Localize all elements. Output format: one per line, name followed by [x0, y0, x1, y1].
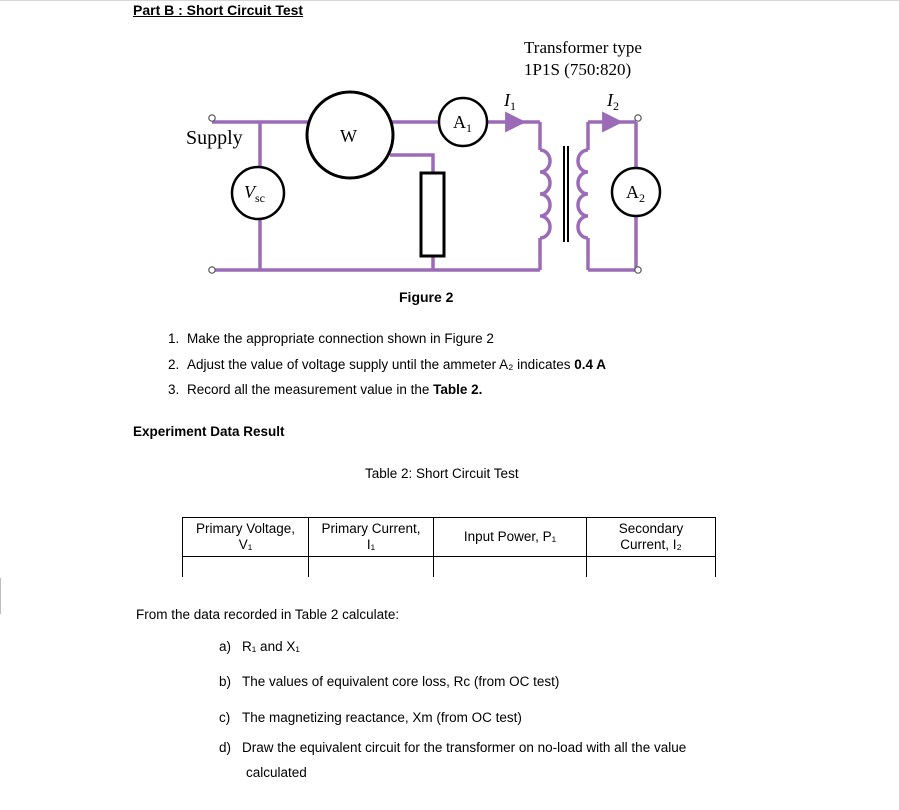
table-header-row	[183, 518, 716, 557]
procedure-steps	[133, 331, 606, 408]
voltmeter-label: $V_{sc}$	[244, 182, 265, 205]
left-margin-rule	[0, 578, 1, 614]
column-header: Secondary Current, I₂	[587, 518, 716, 557]
table-cell[interactable]	[434, 557, 587, 578]
supply-label: Supply	[186, 127, 243, 149]
experiment-heading: Experiment Data Result	[133, 424, 285, 439]
table-caption: Table 2: Short Circuit Test	[365, 466, 519, 481]
ammeter2-label: $A_2$	[626, 182, 645, 205]
column-header: Input Power, P₁	[434, 518, 587, 557]
ammeter1-label: $A_1$	[453, 112, 472, 135]
table-cell[interactable]	[587, 557, 716, 578]
circuit-figure	[0, 0, 899, 310]
section-title: Part B : Short Circuit Test	[133, 2, 304, 18]
calculation-continuation: calculated	[246, 765, 307, 780]
supply-terminal-bottom	[209, 267, 215, 273]
calculation-item: a) R₁ and X₁	[219, 639, 300, 654]
calculation-intro: From the data recorded in Table 2 calculate:	[136, 607, 400, 622]
table-cell[interactable]	[183, 557, 309, 578]
calculation-item: d) Draw the equivalent circuit for the transformer on no-load with all the value	[219, 740, 687, 755]
table-row	[183, 557, 716, 578]
calculation-item: b) The values of equivalent core loss, Rc (from OC test)	[219, 674, 560, 689]
table-cell[interactable]	[309, 557, 434, 578]
primary-winding	[540, 150, 550, 238]
secondary-terminal-bottom	[635, 267, 641, 273]
step-item: 2. Adjust the value of voltage supply until the ammeter A₂ indicates 0.4 A	[183, 357, 606, 383]
column-header: Primary Voltage, V₁	[183, 518, 309, 557]
column-header: Primary Current, I₁	[309, 518, 434, 557]
resistor-symbol	[421, 173, 444, 256]
data-table	[182, 517, 716, 577]
current1-label: $I_1$	[504, 90, 516, 113]
transformer-type-label: Transformer type	[524, 38, 642, 57]
step-item: 1. Make the appropriate connection shown in Figure 2	[183, 331, 606, 357]
wattmeter-label: W	[340, 126, 357, 146]
secondary-winding	[578, 150, 588, 238]
calculation-item: c) The magnetizing reactance, Xm (from OC test)	[219, 710, 522, 725]
transformer-rating-label: 1P1S (750:820)	[524, 60, 632, 79]
figure-caption: Figure 2	[399, 289, 454, 305]
current2-label: $I_2$	[607, 90, 619, 113]
supply-terminal-top	[209, 115, 215, 121]
secondary-terminal-top	[635, 115, 641, 121]
step-item: 3. Record all the measurement value in the Table 2.	[183, 382, 606, 408]
